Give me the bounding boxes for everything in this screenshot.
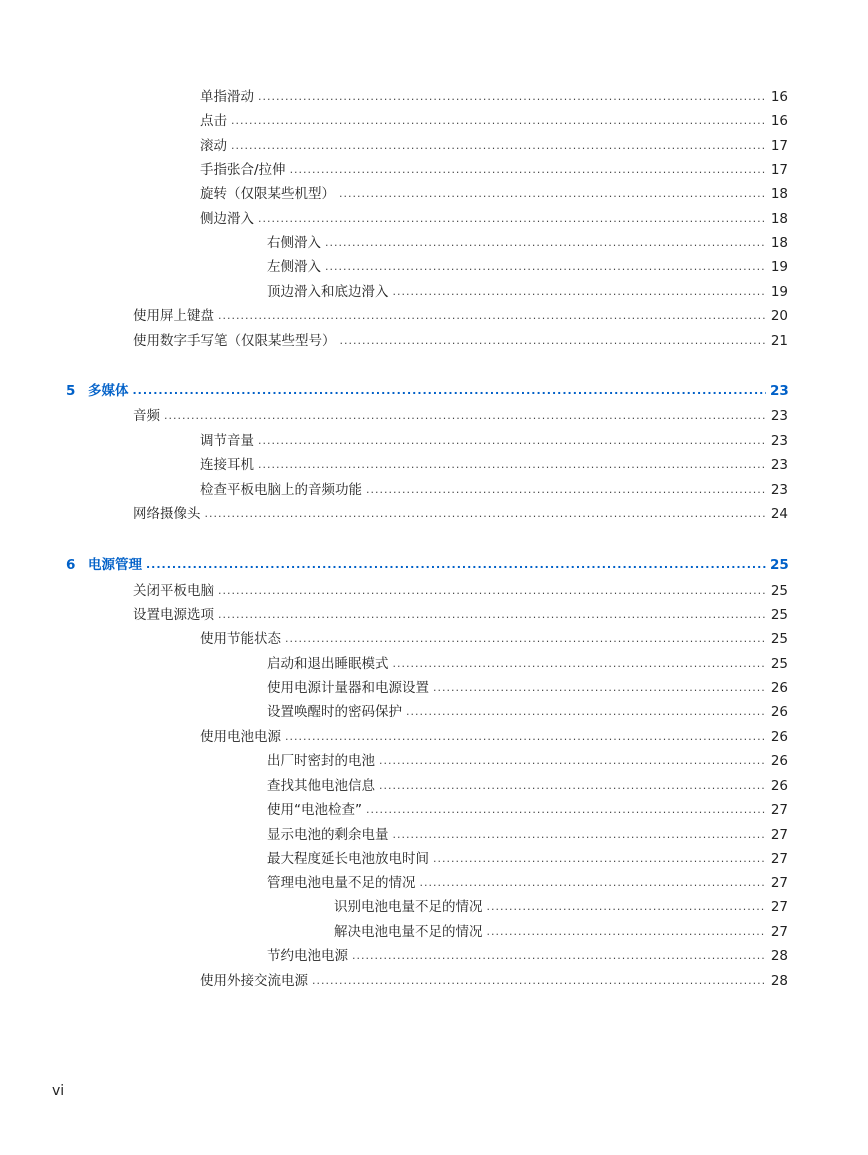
- entry-page-number: 24: [770, 506, 788, 522]
- toc-entry[interactable]: [267, 701, 788, 723]
- entry-page-number: 23: [770, 408, 788, 424]
- toc-entry[interactable]: [133, 330, 788, 352]
- entry-title: 点击: [200, 113, 227, 129]
- entry-page-number: 27: [770, 802, 788, 818]
- entry-page-number: 27: [770, 899, 788, 915]
- dot-leader: [218, 580, 766, 602]
- entry-page-number: 19: [770, 284, 788, 300]
- dot-leader: [258, 86, 766, 108]
- entry-page-number: 19: [770, 259, 788, 275]
- toc-entry[interactable]: [267, 281, 788, 303]
- entry-page-number: 21: [770, 333, 788, 349]
- entry-page-number: 26: [770, 729, 788, 745]
- dot-leader: [258, 454, 766, 476]
- toc-entry[interactable]: [200, 86, 788, 108]
- entry-page-number: 23: [770, 433, 788, 449]
- dot-leader: [406, 701, 766, 723]
- toc-entry[interactable]: [334, 921, 788, 943]
- toc-entry[interactable]: [133, 580, 788, 602]
- toc-entry[interactable]: [133, 305, 788, 327]
- entry-title: 电源管理: [88, 557, 142, 573]
- chapter-number: 6: [66, 557, 76, 573]
- dot-leader: [258, 430, 766, 452]
- dot-leader: [420, 872, 767, 894]
- entry-page-number: 26: [770, 753, 788, 769]
- dot-leader: [393, 281, 767, 303]
- toc-entry[interactable]: [200, 430, 788, 452]
- entry-title: 侧边滑入: [200, 211, 254, 227]
- entry-page-number: 23: [770, 383, 789, 399]
- toc-entry[interactable]: [200, 208, 788, 230]
- toc-entry[interactable]: [200, 183, 788, 205]
- dot-leader: [231, 110, 766, 132]
- entry-page-number: 26: [770, 704, 788, 720]
- entry-title: 设置唤醒时的密码保护: [267, 704, 402, 720]
- toc-entry[interactable]: [200, 110, 788, 132]
- dot-leader: [487, 896, 767, 918]
- entry-title: 使用“电池检查”: [267, 802, 362, 818]
- entry-title: 节约电池电源: [267, 948, 348, 964]
- entry-page-number: 28: [770, 973, 788, 989]
- entry-page-number: 27: [770, 924, 788, 940]
- entry-title: 调节音量: [200, 433, 254, 449]
- toc-entry[interactable]: [267, 256, 788, 278]
- toc-entry[interactable]: [200, 159, 788, 181]
- toc-entry[interactable]: [267, 232, 788, 254]
- footer-page-number: vi: [52, 1083, 65, 1099]
- entry-page-number: 17: [770, 162, 788, 178]
- entry-title: 使用外接交流电源: [200, 973, 308, 989]
- entry-page-number: 25: [770, 631, 788, 647]
- dot-leader: [340, 330, 767, 352]
- dot-leader: [393, 653, 767, 675]
- toc-entry[interactable]: [200, 479, 788, 501]
- dot-leader: [231, 135, 766, 157]
- dot-leader: [285, 628, 766, 650]
- entry-page-number: 25: [770, 607, 788, 623]
- entry-page-number: 16: [770, 113, 788, 129]
- dot-leader: [312, 970, 766, 992]
- dot-leader: [218, 604, 766, 626]
- toc-entry[interactable]: [267, 653, 788, 675]
- entry-page-number: 23: [770, 457, 788, 473]
- entry-title: 使用节能状态: [200, 631, 281, 647]
- toc-entry[interactable]: [334, 896, 788, 918]
- toc-entry[interactable]: [267, 824, 788, 846]
- entry-page-number: 27: [770, 827, 788, 843]
- entry-page-number: 25: [770, 557, 789, 573]
- entry-page-number: 25: [770, 583, 788, 599]
- toc-chapter[interactable]: [66, 380, 788, 402]
- entry-page-number: 27: [770, 851, 788, 867]
- entry-page-number: 20: [770, 308, 788, 324]
- entry-page-number: 18: [770, 186, 788, 202]
- entry-page-number: 18: [770, 211, 788, 227]
- entry-page-number: 16: [770, 89, 788, 105]
- entry-title: 右侧滑入: [267, 235, 321, 251]
- entry-title: 最大程度延长电池放电时间: [267, 851, 429, 867]
- entry-page-number: 18: [770, 235, 788, 251]
- dot-leader: [146, 554, 766, 576]
- entry-page-number: 23: [770, 482, 788, 498]
- dot-leader: [205, 503, 767, 525]
- toc-entry[interactable]: [133, 405, 788, 427]
- dot-leader: [325, 256, 766, 278]
- entry-title: 检查平板电脑上的音频功能: [200, 482, 362, 498]
- entry-title: 左侧滑入: [267, 259, 321, 275]
- dot-leader: [487, 921, 767, 943]
- entry-page-number: 28: [770, 948, 788, 964]
- toc-entry[interactable]: [200, 454, 788, 476]
- toc-entry[interactable]: [133, 604, 788, 626]
- dot-leader: [352, 945, 766, 967]
- entry-title: 多媒体: [88, 383, 129, 399]
- dot-leader: [258, 208, 766, 230]
- entry-title: 显示电池的剩余电量: [267, 827, 389, 843]
- toc-chapter[interactable]: [66, 554, 788, 576]
- dot-leader: [285, 726, 766, 748]
- entry-title: 启动和退出睡眠模式: [267, 656, 389, 672]
- entry-page-number: 27: [770, 875, 788, 891]
- toc-entry[interactable]: [267, 872, 788, 894]
- entry-title: 连接耳机: [200, 457, 254, 473]
- toc-entry[interactable]: [267, 750, 788, 772]
- entry-title: 查找其他电池信息: [267, 778, 375, 794]
- dot-leader: [379, 750, 766, 772]
- entry-page-number: 25: [770, 656, 788, 672]
- dot-leader: [218, 305, 766, 327]
- dot-leader: [393, 824, 767, 846]
- entry-title: 使用电池电源: [200, 729, 281, 745]
- dot-leader: [433, 677, 766, 699]
- toc-entry[interactable]: [267, 945, 788, 967]
- toc-entry[interactable]: [267, 799, 788, 821]
- toc-entry[interactable]: [200, 970, 788, 992]
- entry-title: 滚动: [200, 138, 227, 154]
- toc-entry[interactable]: [133, 503, 788, 525]
- dot-leader: [339, 183, 766, 205]
- entry-title: 使用电源计量器和电源设置: [267, 680, 429, 696]
- dot-leader: [366, 479, 766, 501]
- entry-title: 解决电池电量不足的情况: [334, 924, 483, 940]
- entry-title: 出厂时密封的电池: [267, 753, 375, 769]
- toc-entry[interactable]: [267, 677, 788, 699]
- dot-leader: [433, 848, 766, 870]
- entry-title: 顶边滑入和底边滑入: [267, 284, 389, 300]
- entry-title: 手指张合/拉伸: [200, 162, 286, 178]
- dot-leader: [325, 232, 766, 254]
- entry-title: 单指滑动: [200, 89, 254, 105]
- entry-title: 关闭平板电脑: [133, 583, 214, 599]
- toc-entry[interactable]: [200, 628, 788, 650]
- entry-title: 音频: [133, 408, 160, 424]
- toc-entry[interactable]: [200, 726, 788, 748]
- entry-page-number: 26: [770, 680, 788, 696]
- entry-page-number: 26: [770, 778, 788, 794]
- dot-leader: [290, 159, 766, 181]
- entry-title: 网络摄像头: [133, 506, 201, 522]
- dot-leader: [164, 405, 766, 427]
- entry-title: 使用屏上键盘: [133, 308, 214, 324]
- entry-title: 旋转（仅限某些机型）: [200, 186, 335, 202]
- entry-title: 使用数字手写笔（仅限某些型号）: [133, 333, 336, 349]
- entry-title: 管理电池电量不足的情况: [267, 875, 416, 891]
- dot-leader: [379, 775, 766, 797]
- toc-entry[interactable]: [267, 848, 788, 870]
- chapter-number: 5: [66, 383, 76, 399]
- entry-page-number: 17: [770, 138, 788, 154]
- entry-title: 设置电源选项: [133, 607, 214, 623]
- dot-leader: [133, 380, 767, 402]
- dot-leader: [366, 799, 766, 821]
- toc-entry[interactable]: [267, 775, 788, 797]
- entry-title: 识别电池电量不足的情况: [334, 899, 483, 915]
- toc-entry[interactable]: [200, 135, 788, 157]
